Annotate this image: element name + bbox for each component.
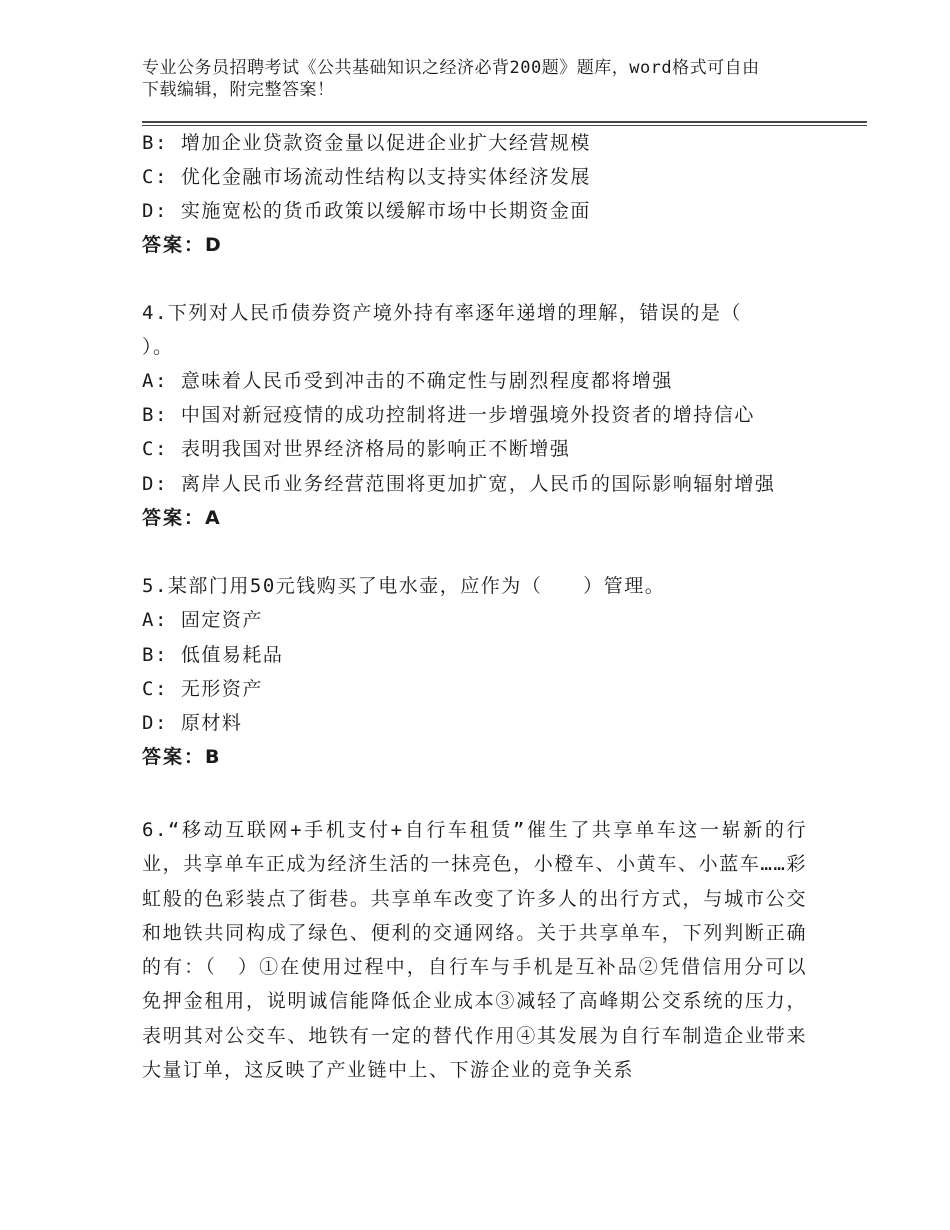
q4-stem-line-2: ）。 (142, 336, 174, 358)
q4-option-a: A: 意味着人民币受到冲击的不确定性与剧烈程度都将增强 (142, 370, 673, 392)
q4-option-b: B: 中国对新冠疫情的成功控制将进一步增强境外投资者的增持信心 (142, 404, 755, 426)
q4-stem-line-1: 4.下列对人民币债券资产境外持有率逐年递增的理解，错误的是（ (142, 302, 742, 324)
q4-option-d: D: 离岸人民币业务经营范围将更加扩宽，人民币的国际影响辐射增强 (142, 473, 776, 495)
q5-answer: 答案：B (142, 746, 222, 768)
header-divider-thick (142, 121, 867, 123)
q5-stem: 5.某部门用50元钱购买了电水壶，应作为（ ）管理。 (142, 575, 666, 597)
q5-option-a: A: 固定资产 (142, 609, 263, 631)
q4-answer: 答案：A (142, 507, 222, 529)
q5-option-d: D: 原材料 (142, 712, 243, 734)
q3-option-d: D: 实施宽松的货币政策以缓解市场中长期资金面 (142, 200, 591, 222)
document-header (142, 57, 822, 101)
q4-option-c: C: 表明我国对世界经济格局的影响正不断增强 (142, 438, 571, 460)
q5-option-c: C: 无形资产 (142, 678, 263, 700)
q3-answer: 答案：D (142, 234, 223, 256)
q3-option-c: C: 优化金融市场流动性结构以支持实体经济发展 (142, 166, 591, 188)
q5-option-b: B: 低值易耗品 (142, 644, 284, 666)
header-line-1: 专业公务员招聘考试《公共基础知识之经济必背200题》题库，word格式可自由 (142, 58, 760, 78)
q3-option-b: B: 增加企业贷款资金量以促进企业扩大经营规模 (142, 132, 591, 154)
q6-stem: 6.“移动互联网+手机支付+自行车租赁”催生了共享单车这一崭新的行业，共享单车正成为经济生活的一抹亮色，小橙车、小黄车、小蓝车……彩虹般的色彩装点了街巷。共享单车改变了许多人的出行方式，与城市公交和地铁共同构成了绿色、便利的交通网络。关于共享单车，下列判断正确的有：（ ）①在使用过程中，自行车与手机是互补品②凭借信用分可以免押金租用，说明诚信能降低企业成本③减轻了高峰期公交系统的压力，表明其对公交车、地铁有一定的替代作用④其发展为自行车制造企业带来大量订单，这反映了产业链中上、下游企业的竞争关系 (142, 819, 807, 1082)
header-line-2: 下载编辑，附完整答案！ (142, 80, 335, 100)
header-divider-thin (142, 125, 867, 126)
